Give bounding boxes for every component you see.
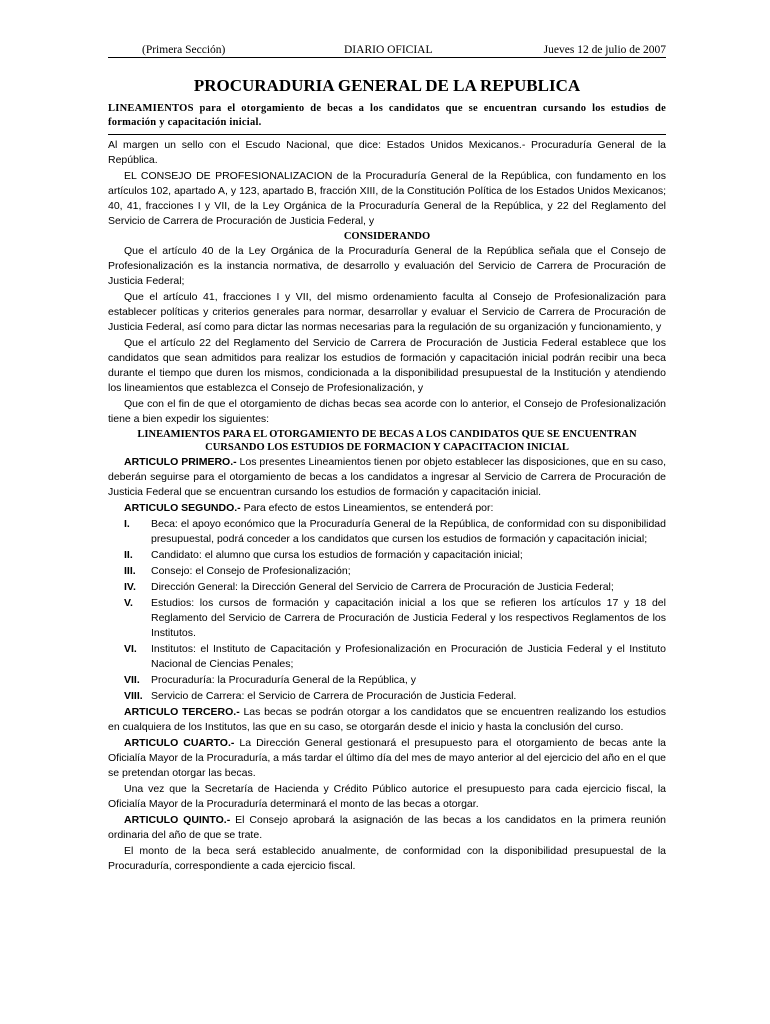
definition-number: I. — [124, 518, 130, 530]
definition-number: VII. — [124, 674, 140, 686]
article-primero — [108, 455, 666, 500]
definition-text: Dirección General: la Dirección General del Servicio de Carrera de Procuración de Justicia Federal; — [151, 581, 614, 593]
article-text: La Dirección General gestionará el presupuesto para el otorgamiento de becas ante la Oficialía Mayor de la Procuraduría, a más tardar el último día del mes de mayo anterior al del ejercicio del año en el que se pretendan otorgar las becas. — [108, 737, 666, 779]
article-text: Para efecto de estos Lineamientos, se entenderá por: — [240, 502, 494, 514]
definition-item — [124, 642, 666, 672]
margin-note: Al margen un sello con el Escudo Nacional, que dice: Estados Unidos Mexicanos.- Procuraduría General de la República. — [108, 139, 666, 166]
definition-number: VI. — [124, 643, 137, 655]
document-title: PROCURADURIA GENERAL DE LA REPUBLICA — [193, 76, 581, 95]
definition-text: Candidato: el alumno que cursa los estudios de formación y capacitación inicial; — [151, 549, 523, 561]
definition-number: IV. — [124, 581, 136, 593]
article-label: ARTICULO TERCERO.- — [124, 706, 240, 718]
considerando-paragraph: Que el artículo 40 de la Ley Orgánica de la Procuraduría General de la República señala que el Consejo de Profesionalización es la instancia normativa, de desarrollo y evaluación del Servicio de Carrera de Procuración de Justicia Federal; — [108, 245, 666, 287]
definition-item — [124, 564, 666, 579]
definition-item — [124, 596, 666, 641]
article-label: ARTICULO PRIMERO.- — [124, 456, 237, 468]
article-text: Las becas se podrán otorgar a los candidatos que se encuentren realizando los estudios en cualquiera de los Institutos, las que en su caso, se otorgarán desde el inicio y hasta la conclusión del curso. — [108, 706, 666, 733]
definition-text: Institutos: el Instituto de Capacitación y Profesionalización en Procuración de Justicia Federal y el Instituto Nacional de Ciencias Penales; — [151, 643, 666, 670]
definition-text: Procuraduría: la Procuraduría General de la República, y — [151, 674, 416, 686]
definition-number: VIII. — [124, 690, 143, 702]
document-body — [108, 138, 666, 874]
header-publication: DIARIO OFICIAL — [344, 44, 433, 56]
definition-text: Beca: el apoyo económico que la Procuraduría General de la República, de conformidad con su disponibilidad presupuestal, podrá conceder a los candidatos que cursen los estudios de formación y capacitación inicial; — [151, 518, 666, 545]
article-segundo — [108, 501, 666, 516]
article-cuarto — [108, 736, 666, 781]
document-page — [108, 40, 666, 875]
definition-item — [124, 517, 666, 547]
definition-item — [124, 689, 666, 704]
article-tercero — [108, 705, 666, 735]
definition-item — [124, 580, 666, 595]
article-text: Los presentes Lineamientos tienen por objeto establecer las disposiciones, que en su caso, deberán seguirse para el otorgamiento de becas a los candidatos a ingresar al Servicio de Carrera de Procuración de Justicia Federal que se encuentran cursando los estudios de formación y capacitación inicial. — [108, 456, 666, 498]
page-header — [108, 40, 666, 58]
article-label: ARTICULO SEGUNDO.- — [124, 502, 241, 514]
definition-text: Servicio de Carrera: el Servicio de Carrera de Procuración de Justicia Federal. — [151, 690, 517, 702]
definition-text: Estudios: los cursos de formación y capacitación inicial a los que se refieren los artículos 17 y 18 del Reglamento del Servicio de Carrera de Procuración de Justicia Federal y los respectivos Reglamentos de los Institutos. — [151, 597, 666, 639]
article-quinto-paragraph: El monto de la beca será establecido anualmente, de conformidad con la disponibilidad presupuestal de la Procuraduría, correspondiente a cada ejercicio fiscal. — [108, 845, 666, 872]
definition-text: Consejo: el Consejo de Profesionalización; — [151, 565, 351, 577]
article-cuarto-paragraph: Una vez que la Secretaría de Hacienda y Crédito Público autorice el presupuesto para cada ejercicio fiscal, la Oficialía Mayor de la Procuraduría determinará el monto de las becas a otorgar. — [108, 783, 666, 810]
article-quinto — [108, 813, 666, 843]
considerando-paragraph: Que con el fin de que el otorgamiento de dichas becas sea acorde con lo anterior, el Consejo de Profesionalización tiene a bien expedir los siguientes: — [108, 398, 666, 425]
lineamientos-heading: LINEAMIENTOS PARA EL OTORGAMIENTO DE BECAS A LOS CANDIDATOS QUE SE ENCUENTRAN CURSANDO LOS ESTUDIOS DE FORMACION Y CAPACITACION INICIAL — [137, 429, 637, 453]
document-subtitle: LINEAMIENTOS para el otorgamiento de becas a los candidatos que se encuentran cursando los estudios de formación y capacitación inicial. — [108, 102, 666, 135]
article-text: El Consejo aprobará la asignación de las becas a los candidatos en la primera reunión ordinaria del año de que se trate. — [108, 814, 667, 841]
header-section: (Primera Sección) — [142, 44, 226, 56]
considerando-heading: CONSIDERANDO — [343, 231, 431, 242]
article-label: ARTICULO CUARTO.- — [124, 737, 235, 749]
considerando-paragraph: Que el artículo 41, fracciones I y VII, del mismo ordenamiento faculta al Consejo de Profesionalización para establecer políticas y criterios generales para normar, desarrollar y evaluar el Servicio de Carrera de Procuración de Justicia Federal, así como para dictar las normas necesarias para la regulación de su organización y funcionamiento, y — [108, 291, 666, 333]
definition-item — [124, 673, 666, 688]
preamble: EL CONSEJO DE PROFESIONALIZACION de la Procuraduría General de la República, con fundamento en los artículos 102, apartado A, y 123, apartado B, fracción XIII, de la Constitución Política de los Estados Unidos Mexicanos; 40, 41, fracciones I y VII, de la Ley Orgánica de la Procuraduría General de la República, y 22 del Reglamento del Servicio de Carrera de Procuración de Justicia Federal, y — [108, 170, 666, 227]
header-date: Jueves 12 de julio de 2007 — [543, 44, 666, 56]
article-label: ARTICULO QUINTO.- — [124, 814, 231, 826]
considerando-paragraph: Que el artículo 22 del Reglamento del Servicio de Carrera de Procuración de Justicia Federal establece que los candidatos que sean admitidos para realizar los estudios de formación y capacitación inicial podrán recibir una beca durante el tiempo que duren los mismos, condicionada a la disponibilidad presupuestal de la Institución y atendiendo los lineamientos que establezca el Consejo de Profesionalización, y — [108, 337, 666, 394]
definition-number: V. — [124, 597, 133, 609]
definition-number: II. — [124, 549, 133, 561]
definition-item — [124, 548, 666, 563]
definition-number: III. — [124, 565, 136, 577]
